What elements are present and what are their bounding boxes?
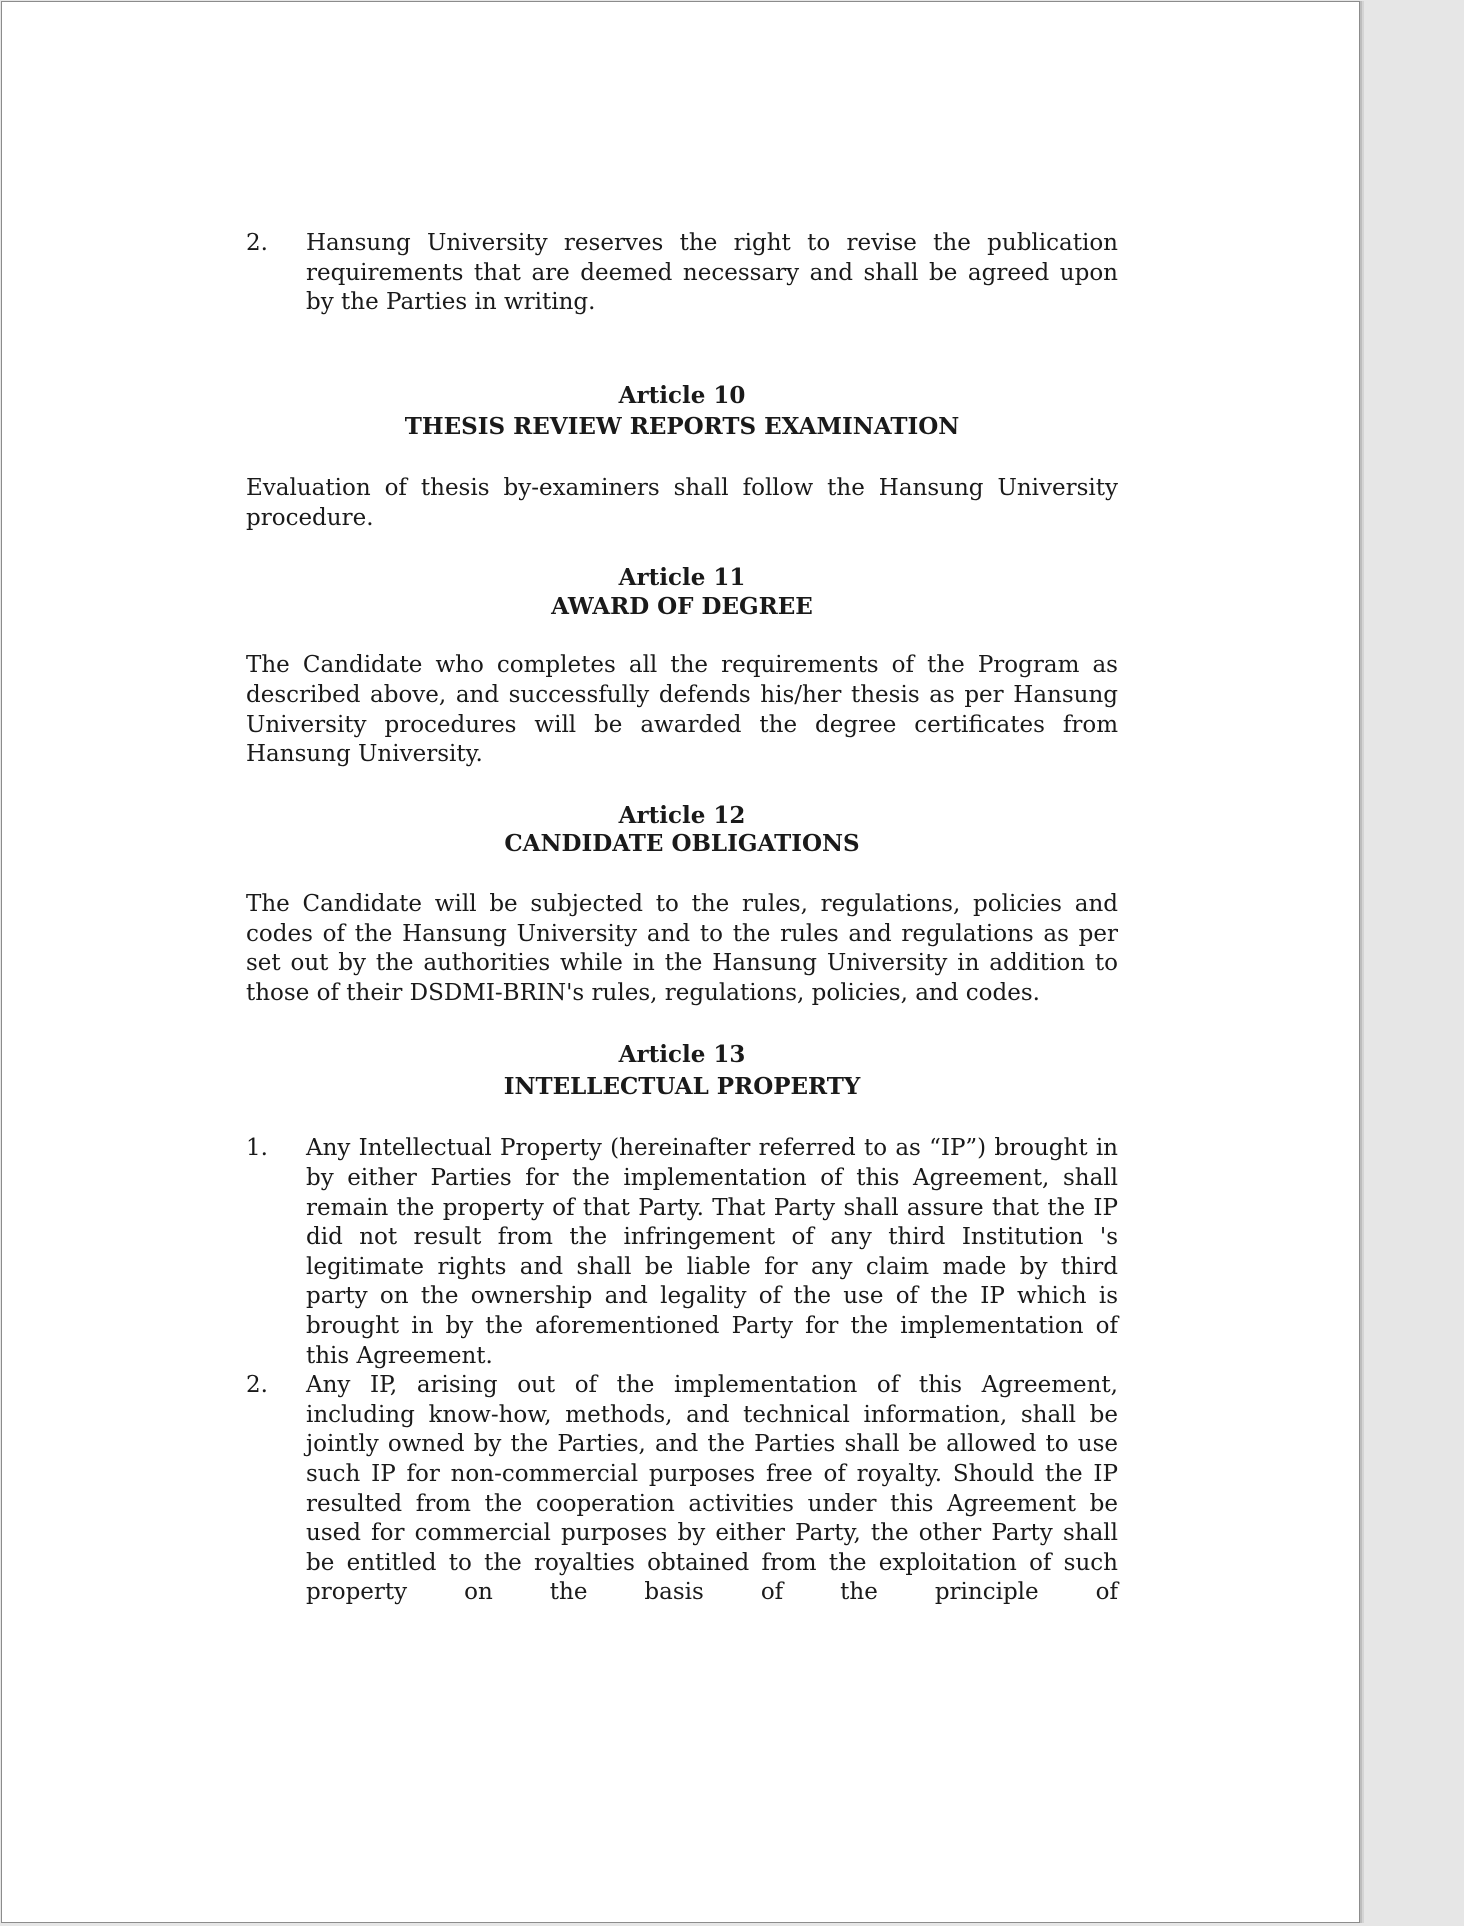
article-13-label: Article 13 (618, 1041, 746, 1069)
page-content (246, 229, 1118, 1608)
list-item-number: 2. (246, 1372, 268, 1399)
document-page (1, 1, 1360, 1923)
article-13-heading (246, 1040, 1118, 1101)
list-item-publication-revision (246, 229, 1118, 318)
list-item-number: 1. (246, 1135, 268, 1162)
article-11-label: Article 11 (618, 564, 746, 592)
article-10-body: Evaluation of thesis by-examiners shall follow the Hansung University procedure. (246, 474, 1118, 531)
list-item-ip-joint-ownership (246, 1371, 1118, 1608)
article-10-title: THESIS REVIEW REPORTS EXAMINATION (404, 413, 960, 441)
article-11-title: AWARD OF DEGREE (551, 592, 813, 620)
list-item-text: Any IP, arising out of the implementation of this Agreement, including know-how, methods, and technical information, shall be jointly owned by the Parties, and the Parties shall be allowed to use such IP for non-commercial purposes free of royalty. Should the IP resulted from the cooperation activities under this Agreement be used for commercial purposes by either Party, the other Party shall be entitled to the royalties obtained from the exploitation of such property on the basis of the principle of (306, 1372, 1118, 1606)
article-12-title: CANDIDATE OBLIGATIONS (504, 830, 860, 858)
list-item-text: Hansung University reserves the right to revise the publication requirements that are deemed necessary and shall be agreed upon by the Parties in writing. (306, 230, 1118, 316)
article-11-body: The Candidate who completes all the requirements of the Program as described above, and successfully defends his/her thesis as per Hansung University procedures will be awarded the degree certificates from Hansung University. (246, 652, 1118, 768)
article-10-label: Article 10 (618, 381, 746, 409)
article-13-title: INTELLECTUAL PROPERTY (503, 1072, 861, 1100)
article-12-heading (246, 801, 1118, 859)
list-item-text: Any Intellectual Property (hereinafter referred to as “IP”) brought in by either Parties for the implementation of this Agreement, shall remain the property of that Party. That Party shall assure that the IP did not result from the infringement of any third Institution 's legitimate rights and shall be liable for any claim made by third party on the ownership and legality of the use of the IP which is brought in by the aforementioned Party for the implementation of this Agreement. (306, 1135, 1118, 1369)
article-12-label: Article 12 (618, 801, 746, 829)
article-10-heading (246, 381, 1118, 442)
list-item-ip-brought-in (246, 1134, 1118, 1371)
article-12-body: The Candidate will be subjected to the rules, regulations, policies and codes of the Hansung University and to the rules and regulations as per set out by the authorities while in the Hansung University in addition to those of their DSDMI-BRIN's rules, regulations, policies, and codes. (246, 890, 1118, 1006)
article-13-list (246, 1134, 1118, 1608)
list-item-number: 2. (246, 230, 268, 256)
article-11-heading (246, 563, 1118, 621)
